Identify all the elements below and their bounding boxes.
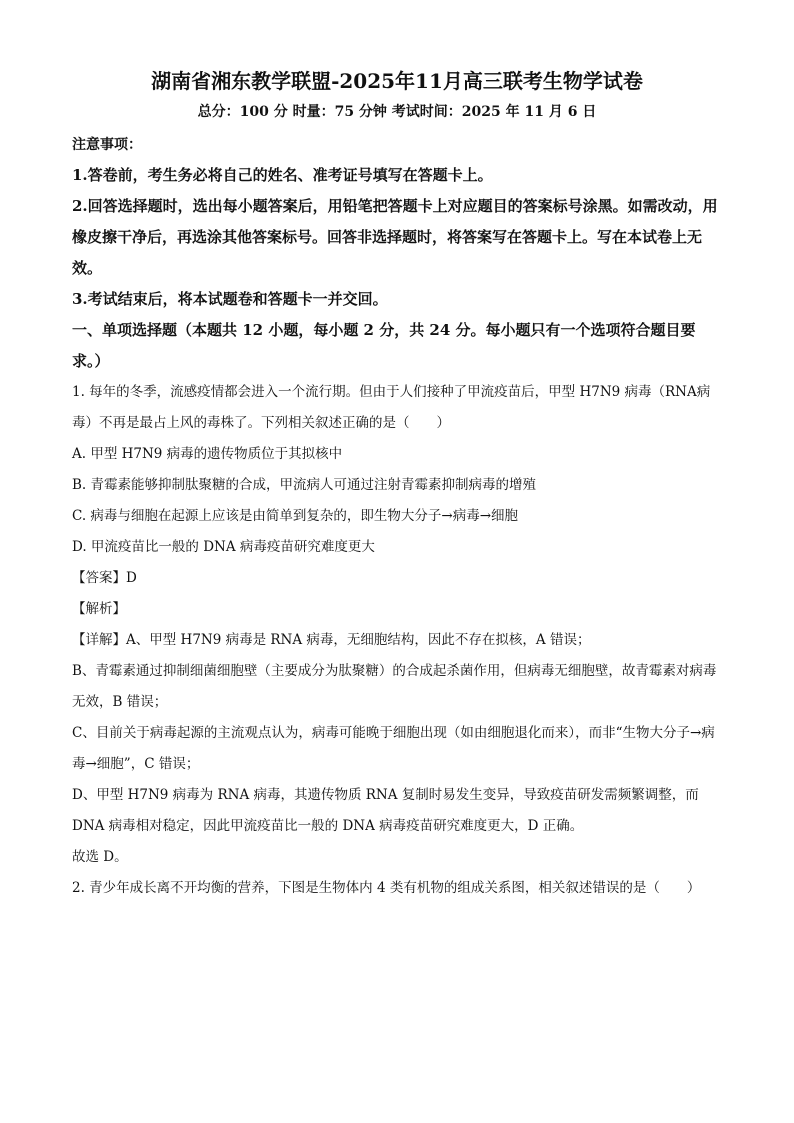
notice-item-1: 1.答卷前，考生务必将自己的姓名、准考证号填写在答题卡上。 [72,166,493,184]
answer-line [72,563,722,594]
question-1-stem: 1. 每年的冬季，流感疫情都会进入一个流行期。但由于人们接种了甲流疫苗后，甲型 H7N9 病毒（RNA病毒）不再是最占上风的毒株了。下列相关叙述正确的是（ ） [72,384,711,431]
section-heading: 一、单项选择题（本题共 12 小题，每小题 2 分，共 24 分。每小题只有一个选项符合题目要求。） [72,321,696,370]
answer-label: 【答案】 [72,570,126,586]
notice-heading: 注意事项： [72,137,142,153]
detail-a: 【详解】A、甲型 H7N9 病毒是 RNA 病毒，无细胞结构，因此不存在拟核，A 错误； [72,632,591,648]
notice-item-3: 3.考试结束后，将本试题卷和答题卡一并交回。 [72,290,388,308]
question-1-option-d: D. 甲流疫苗比一般的 DNA 病毒疫苗研究难度更大 [72,539,375,555]
conclusion: 故选 D。 [72,849,128,865]
detail-c: C、目前关于病毒起源的主流观点认为，病毒可能晚于细胞出现（如由细胞退化而来），而非“生物大分子→病毒→细胞”，C 错误； [72,725,715,772]
detail-d: D、甲型 H7N9 病毒为 RNA 病毒，其遗传物质 RNA 复制时易发生变异，导致疫苗研发需频繁调整，而DNA 病毒相对稳定，因此甲流疫苗比一般的 DNA 病毒疫苗研究难度更大，D 正确。 [72,787,699,834]
exam-meta: 总分：100 分 时量：75 分钟 考试时间：2025 年 11 月 6 日 [197,104,597,120]
question-1-option-a: A. 甲型 H7N9 病毒的遗传物质位于其拟核中 [72,446,343,462]
answer-value: D [126,570,137,586]
detail-b: B、青霉素通过抑制细菌细胞壁（主要成分为肽聚糖）的合成起杀菌作用，但病毒无细胞壁，故青霉素对病毒无效，B 错误； [72,663,717,710]
notice-item-2: 2.回答选择题时，选出每小题答案后，用铅笔把答题卡上对应题目的答案标号涂黑。如需改动，用橡皮擦干净后，再选涂其他答案标号。回答非选择题时，将答案写在答题卡上。写在本试卷上无效。 [72,197,718,277]
analysis-label: 【解析】 [72,601,126,617]
question-1-option-c: C. 病毒与细胞在起源上应该是由简单到复杂的，即生物大分子→病毒→细胞 [72,508,519,524]
exam-title: 湖南省湘东教学联盟-2025年11月高三联考生物学试卷 [151,69,643,93]
question-2-stem: 2. 青少年成长离不开均衡的营养，下图是生物体内 4 类有机物的组成关系图，相关叙述错误的是（ ） [72,880,701,896]
question-1-option-b: B. 青霉素能够抑制肽聚糖的合成，甲流病人可通过注射青霉素抑制病毒的增殖 [72,477,537,493]
exam-page [72,66,722,904]
